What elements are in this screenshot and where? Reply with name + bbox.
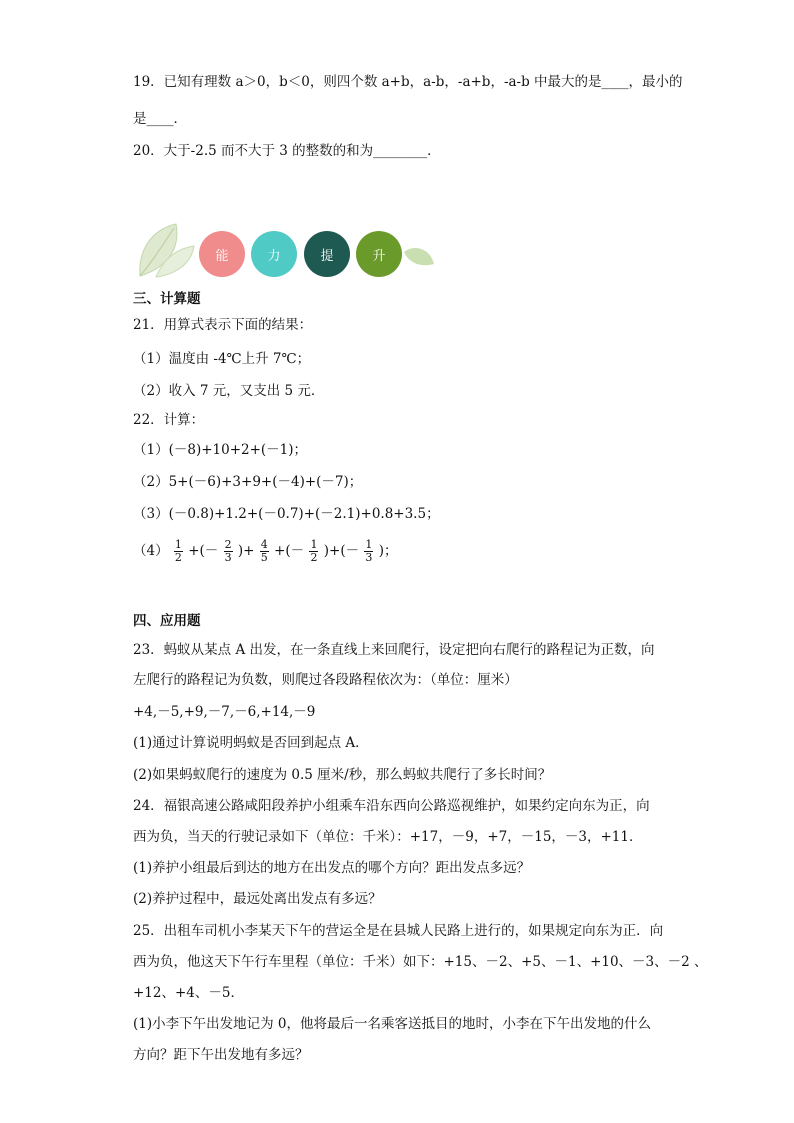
q21-part1: （1）温度由 -4℃上升 7℃；	[133, 351, 311, 367]
section-4-title: 四、应用题	[133, 613, 201, 629]
leaf-left-icon	[136, 222, 196, 278]
q22-title: 22．计算：	[133, 412, 205, 428]
q20: 20．大于-2.5 而不大于 3 的整数的和为________．	[133, 143, 441, 159]
fraction-3: $\frac{4}{5}$	[260, 538, 268, 564]
q24-line1: 24．福银高速公路咸阳段养护小组乘车沿东西向公路巡视维护，如果约定向东为正，向	[133, 798, 650, 814]
fraction-1: $\frac{1}{2}$	[174, 538, 182, 564]
q23-part2: (2)如果蚂蚁爬行的速度为 0.5 厘米/秒，那么蚂蚁共爬行了多长时间？	[133, 767, 552, 783]
fraction-2: $\frac{2}{3}$	[224, 538, 232, 564]
q23-line3: +4,－5,+9,－7,－6,+14,－9	[133, 704, 316, 720]
q23-part1: (1)通过计算说明蚂蚁是否回到起点 A．	[133, 735, 369, 751]
q25-part1b: 方向？距下午出发地有多远？	[133, 1047, 309, 1063]
badge-li: 力	[251, 231, 297, 277]
q23-line1: 23．蚂蚁从某点 A 出发，在一条直线上来回爬行，设定把向右爬行的路程记为正数，向	[133, 642, 655, 658]
q19-line2: 是____．	[133, 111, 187, 127]
q25-line2: 西为负，他这天下午行车里程（单位：千米）如下：+15、－2、+5、－1、+10、－3、－2 、	[133, 954, 708, 970]
q21-title: 21．用算式表示下面的结果：	[133, 317, 313, 333]
q23-line2: 左爬行的路程记为负数，则爬过各段路程依次为：（单位：厘米）	[133, 672, 518, 688]
q22-part3: （3）(－0.8)+1.2+(－0.7)+(－2.1)+0.8+3.5；	[133, 506, 440, 522]
q22-part1: （1）(－8)+10+2+(－1)；	[133, 442, 308, 458]
q24-line2: 西为负，当天的行驶记录如下（单位：千米）：+17，－9，+7，－15，－3，+11．	[133, 829, 643, 845]
ability-banner	[136, 222, 436, 282]
q22-part4: （4） $\frac{1}{2}$ +(－ $\frac{2}{3}$ )+ $\frac{4}{5}$ +(－ $\frac{1}{2}$ )+(－ $\frac{1}{3}$ )；	[133, 538, 398, 564]
q25-line1: 25．出租车司机小李某天下午的营运全是在县城人民路上进行的，如果规定向东为正．向	[133, 923, 664, 939]
fraction-4: $\frac{1}{2}$	[310, 538, 318, 564]
q22-part2: （2）5+(－6)+3+9+(－4)+(－7)；	[133, 474, 363, 490]
q21-part2: （2）收入 7 元，又支出 5 元．	[133, 383, 325, 399]
q24-part2: (2)养护过程中，最远处离出发点有多远？	[133, 891, 382, 907]
badge-neng: 能	[199, 231, 245, 277]
section-3-title: 三、计算题	[133, 291, 201, 307]
q25-line3: +12、+4、－5．	[133, 985, 244, 1001]
q25-part1a: (1)小李下午出发地记为 0，他将最后一名乘客送抵目的地时，小李在下午出发地的什么	[133, 1016, 652, 1032]
fraction-5: $\frac{1}{3}$	[365, 538, 373, 564]
badge-sheng: 升	[356, 231, 402, 277]
q24-part1: (1)养护小组最后到达的地方在出发点的哪个方向？距出发点多远？	[133, 860, 531, 876]
q19-line1: 19．已知有理数 a＞0，b＜0，则四个数 a+b，a-b，-a+b，-a-b 中最大的是____，最小的	[133, 74, 683, 90]
badge-ti: 提	[304, 231, 350, 277]
leaf-right-icon	[402, 244, 436, 270]
